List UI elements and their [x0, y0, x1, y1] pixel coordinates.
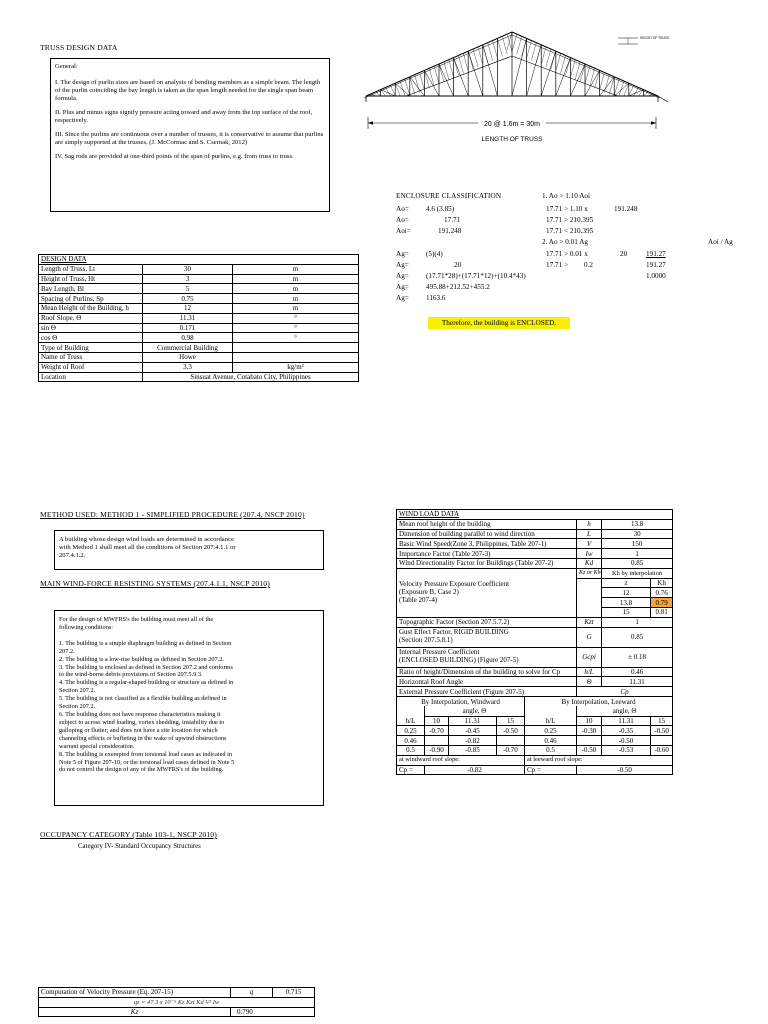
design-data-unit: m	[233, 284, 359, 294]
wind-row-iw: Importance Factor (Table 207-3) Iw 1	[397, 549, 673, 559]
wind-row-v: Basic Wind Speed(Zone 3, Philippines, Table 207-1) V 150	[397, 539, 673, 549]
design-data-label: Spacing of Purlins, Sp	[39, 294, 143, 304]
occupancy-title: OCCUPANCY CATEGORY (Table 103-1, NSCP 2010)	[40, 830, 217, 839]
velocity-kz-row: Kz 0.790	[39, 1007, 315, 1017]
dimension-label: 20 @ 1.6m = 30m	[484, 121, 540, 128]
ao-expression: 4.6 (3.85)	[426, 205, 455, 213]
design-data-value: 0.98	[143, 333, 233, 343]
velocity-formula-row: qz = 47.3 x 10⁻⁶ Kz Kzt Kd V² Iw	[39, 997, 315, 1007]
wind-load-title: WIND LOAD DATA	[397, 510, 673, 520]
design-data-unit	[233, 352, 359, 362]
wind-row-kd: Wind Directionality Factor for Buildings (Table 207-2) Kd 0.85	[397, 558, 673, 568]
windward-cp: -0.82	[425, 765, 525, 775]
design-data-value: 0.171	[143, 323, 233, 333]
mwfrs-condition-line: Section 207.2.	[59, 687, 96, 695]
interp-row-3: 0.5 -0.90 -0.85 -0.70 0.5 -0.50 -0.53 -0.60	[397, 745, 673, 755]
enclosure-section	[396, 192, 756, 342]
design-data-label: Location	[39, 372, 143, 382]
mwfrs-condition-line: 6. The building does not have response characteristics making it	[59, 711, 221, 719]
kz-row-2: 13.8 0.79	[397, 598, 673, 608]
wind-row-g: Gust Effect Factor, RIGID BUILDING (Section 207.5.8.1) G 0.85	[397, 627, 673, 647]
design-data-row	[39, 313, 359, 323]
design-data-label: sin Θ	[39, 323, 143, 333]
aoi-value: 191.248	[438, 227, 462, 235]
design-data-value: Howe	[143, 352, 233, 362]
design-data-unit	[233, 343, 359, 353]
note-4: IV. Sag rods are provided at one-third points of the span of purlins, e.g. from truss to truss.	[55, 153, 294, 161]
mwfrs-condition-line: to the wind-borne debris provisions of Section 207.5.9.3.	[59, 671, 203, 679]
wind-row-kzt: Topographic Factor (Section 207.5.7.2) Kzt 1	[397, 617, 673, 627]
mwfrs-condition-line: warrant special consideration.	[59, 742, 135, 750]
design-data-row	[39, 274, 359, 284]
ag-expression-5: 1163.6	[426, 294, 446, 302]
method-line-1: A building whose design wind loads are determined in accordance	[59, 536, 234, 543]
enclosure-criterion-2: 2. Ao > 0.01 Ag	[542, 238, 588, 246]
mwfrs-condition-line: galloping or flutter; and does not have a site location for which	[59, 726, 218, 734]
ag-expression-2: 20	[454, 261, 462, 269]
mwfrs-condition-line: Section 207.2.	[59, 703, 96, 711]
ag-label-1: Ag=	[396, 250, 409, 258]
design-data-unit: m	[233, 264, 359, 274]
design-data-row	[39, 362, 359, 372]
crit1-row1-value: 191.248	[614, 205, 638, 213]
ag-expression-1: (5)(4)	[426, 250, 443, 258]
wind-row-cp: External Pressure Coefficient (Figure 207-5) Cp	[397, 687, 673, 697]
crit1-row3: 17.71 < 210.395	[546, 227, 594, 235]
truss-design-title: TRUSS DESIGN DATA	[40, 43, 118, 52]
velocity-pressure-table	[38, 987, 315, 1017]
occupancy-value: Category IV- Standard Occupancy Structures	[78, 843, 201, 850]
crit2-row1: 17.71 > 0.01 x	[546, 250, 588, 258]
crit2-row2-value: 0.2	[584, 261, 593, 269]
ao-value: 17.71	[444, 216, 461, 224]
design-data-unit: m	[233, 294, 359, 304]
mwfrs-condition-line: 3. The building is enclosed as defined in Section 207.2 and conforms	[59, 663, 233, 671]
kz-header-row: Velocity Pressure Exposure Coefficient (Exposure B, Case 2) (Table 207-4) Kz or Kh Kh by interpolation	[397, 568, 673, 578]
design-data-unit: °	[233, 313, 359, 323]
crit2-row2-result: 191.27	[646, 261, 666, 269]
design-data-unit: m	[233, 274, 359, 284]
enclosure-conclusion: Therefore, the building is ENCLOSED.	[428, 317, 570, 329]
aoi-label: Aoi=	[396, 227, 411, 235]
design-data-row	[39, 333, 359, 343]
design-data-label: Height of Truss, Ht	[39, 274, 143, 284]
design-data-value: 12	[143, 303, 233, 313]
design-data-value: 11.31	[143, 313, 233, 323]
design-data-row	[39, 284, 359, 294]
mwfrs-condition-line: channeling effects or buffeting in the wake of upwind obstructions	[59, 734, 227, 742]
interp-header-row: By Interpolation, Windward By Interpolation, Leeward	[397, 696, 673, 706]
design-data-value: 3	[143, 274, 233, 284]
mwfrs-conditions-box	[54, 610, 324, 806]
design-data-value: 5	[143, 284, 233, 294]
crit2-ratio-label: Aoi / Ag	[708, 238, 733, 246]
design-data-row	[39, 303, 359, 313]
velocity-title-row: Computation of Velocity Pressure (Eq. 207-15) q 0.715	[39, 988, 315, 998]
crit2-row1-value: 20	[620, 250, 628, 258]
design-data-value: 0.75	[143, 294, 233, 304]
interp-cols-row: h/L 10 11.31 15 h/L 10 11.31 15	[397, 716, 673, 726]
wind-row-hl: Ratio of height/Dimension of the building to solve for Cp h/L 0.46	[397, 667, 673, 677]
mwfrs-condition-line: 2. The building is a low-rise building as defined in Section 207.2.	[59, 655, 224, 663]
design-data-value: Sinsuat Avenue, Cotabato City, Philippines	[143, 372, 359, 382]
design-data-label: Mean Height of the Building, h	[39, 303, 143, 313]
truss-caption: LENGTH OF TRUSS	[481, 136, 543, 143]
design-data-label: cos Θ	[39, 333, 143, 343]
design-data-label: Length of Truss, Lt	[39, 264, 143, 274]
wind-row-h: Mean roof height of the building h 13.8	[397, 519, 673, 529]
kz-row-3: 15 0.81	[397, 607, 673, 617]
method-line-2: with Method 1 shall meet all the conditions of Section 207.4.1.1 or	[59, 544, 236, 552]
general-notes-box	[50, 58, 330, 212]
cp-result-row: Cp = -0.82 Cp = -0.50	[397, 765, 673, 775]
interp-row-2: 0.46 -0.82 0.46 -0.50	[397, 736, 673, 746]
design-data-value: Commercial Building	[143, 343, 233, 353]
ag-label-5: Ag=	[396, 294, 409, 302]
crit2-row2: 17.71 >	[546, 261, 569, 269]
mwfrs-condition-line: do not control the design of any of the MWFRS's of the building.	[59, 766, 224, 774]
design-data-value: 30	[143, 264, 233, 274]
method-line-3: 207.4.1.2.	[59, 552, 86, 560]
mwfrs-condition-line: 8. The building is exempted from torsional load cases as indicated in	[59, 750, 233, 758]
design-data-unit: °	[233, 323, 359, 333]
design-data-title: DESIGN DATA	[39, 255, 359, 265]
wind-row-l: Dimension of building parallel to wind direction L 30	[397, 529, 673, 539]
truss-members	[364, 32, 668, 102]
crit2-row1-result: 191.27	[646, 250, 666, 258]
ag-label-2: Ag=	[396, 261, 409, 269]
ag-expression-3: (17.71*28)+(17.71*12)+(10.4*43)	[426, 272, 526, 280]
crit1-row1: 17.71 > 1.10 x	[546, 205, 588, 213]
design-data-row	[39, 372, 359, 382]
design-data-row	[39, 294, 359, 304]
mwfrs-condition-line: Note 5 of Figure 207-10, or the torsional load cases defined in Note 5	[59, 758, 235, 766]
design-data-unit: m	[233, 303, 359, 313]
interp-row-1: 0.25 -0.70 -0.45 -0.50 0.25 -0.30 -0.35 -0.50	[397, 726, 673, 736]
leeward-cp: -0.50	[577, 765, 673, 775]
wind-load-table: WIND LOAD DATA Mean roof height of the building h 13.8 Dimension of building parallel to wind direction L 30 Basic Wind Speed(Zone 3, Philippines, Table 207-1) V 150 Importance Factor (Table 207-3) Iw 1 Wind Directionality Factor for Buildings (Table 207-2) Kd 0.85 Velocity Pressure Exposure Coefficient (Exposure B, Case 2) (Table 207-4) Kz or Kh Kh by interpolation z Kh 12 0.76 13.8 0.79 15 0.81 Topographic Factor (Section 207.5.7.2) Kzt 1 Gust Effect Factor, RIGID BUILDING (Section 207.5.8.1) G 0.85 Internal Pressure Coefficient (ENCLOSED BUILDING) (Figure 207-5) Gcpi ± 0.18 Ratio of height/Dimension of the building to solve for Cp h/L 0.46 Horizontal Roof Angle Θ 11.31 External Pressure Coefficient (Figure 207-5) Cp By Interpolation, Windward By Interpolation, Leeward angle, Θ angle, Θ h/L 10 11.31 15 h/L 10 11.31 15 0.25 -0.70 -0.45 -0.50 0.25 -0.30 -0.35 -0.50 0.46 -0.82 0.46 -0.50 0.5 -0.90 -0.85 -0.70 0.5 -0.50 -0.53 -0.60 at windward roof slope: at leeward roof slope: Cp = -0.82 Cp = -0.50	[396, 509, 673, 775]
enclosure-title: ENCLOSURE CLASSIFICATION	[396, 192, 502, 200]
design-data-row	[39, 264, 359, 274]
kz-row-1: 12 0.76	[397, 588, 673, 598]
design-data-row	[39, 352, 359, 362]
wind-row-angle: Horizontal Roof Angle Θ 11.31	[397, 677, 673, 687]
mwfrs-condition-line: For the design of MWFRS's the building must meet all of the	[59, 616, 214, 623]
crit1-row2: 17.71 > 210.395	[546, 216, 594, 224]
design-data-label: Roof Slope, Θ	[39, 313, 143, 323]
design-data-unit: kg/m²	[233, 362, 359, 372]
design-data-unit: °	[233, 333, 359, 343]
design-data-value: 3.3	[143, 362, 233, 372]
mwfrs-condition-line: following conditions:	[59, 623, 114, 631]
design-data-label: Type of Building	[39, 343, 143, 353]
design-data-row	[39, 323, 359, 333]
crit2-row3-result: 1.0000	[646, 272, 666, 280]
note-2: II. Plus and minus signs signify pressure acting toward and away from the top surface of the roof, respectively.	[55, 109, 313, 125]
enclosure-criterion-1: 1. Ao > 1.10 Aoi	[542, 192, 590, 200]
mwfrs-condition-line: 207.2.	[59, 647, 75, 655]
height-label: HEIGHT OF TRUSS	[640, 36, 669, 40]
general-heading: General:	[55, 63, 78, 70]
mwfrs-title: MAIN WIND-FORCE RESISTING SYSTEMS (207.4.1.1, NSCP 2010)	[40, 579, 270, 588]
design-data-row	[39, 343, 359, 353]
wind-row-gcpi: Internal Pressure Coefficient (ENCLOSED BUILDING) (Figure 207-5) Gcpi ± 0.18	[397, 647, 673, 667]
ao-label-2: Ao=	[396, 216, 409, 224]
slope-label-row: at windward roof slope: at leeward roof slope:	[397, 755, 673, 765]
note-1: I. The design of purlin sizes are based on analysis of bending members as a simple beam. The length of the purlin coinciding the bay length is taken as the span length needed for the single span beam formula.	[55, 79, 321, 103]
mwfrs-condition-line: subject to across wind loading, vortex shedding, instability due to	[59, 718, 225, 726]
design-data-label: Bay Length, Bl	[39, 284, 143, 294]
ao-label-1: Ao=	[396, 205, 409, 213]
mwfrs-condition-line: 1. The building is a simple diaphragm building as defined in Section	[59, 639, 232, 647]
ag-label-3: Ag=	[396, 272, 409, 280]
method-box	[54, 530, 324, 570]
method-title: METHOD USED: METHOD 1 - SIMPLIFIED PROCEDURE (207.4, NSCP 2010)	[40, 510, 305, 519]
mwfrs-condition-line: 4. The building is a regular-shaped building or structure as defined in	[59, 679, 234, 687]
mwfrs-condition-line: 5. The building is not classified as a flexible building as defined in	[59, 695, 227, 703]
mwfrs-condition-line	[59, 632, 319, 640]
ag-expression-4: 495.88+212.52+455.2	[426, 283, 490, 291]
note-3: III. Since the purlins are continuous over a number of trusses, it is conservative to assume that purlins are simply supported at the trusses. (J. McCormac and S. Csernak, 2012)	[55, 131, 324, 147]
truss-diagram	[356, 26, 672, 152]
ag-label-4: Ag=	[396, 283, 409, 291]
design-data-table	[38, 254, 359, 382]
design-data-label: Weight of Roof	[39, 362, 143, 372]
design-data-label: Name of Truss	[39, 352, 143, 362]
